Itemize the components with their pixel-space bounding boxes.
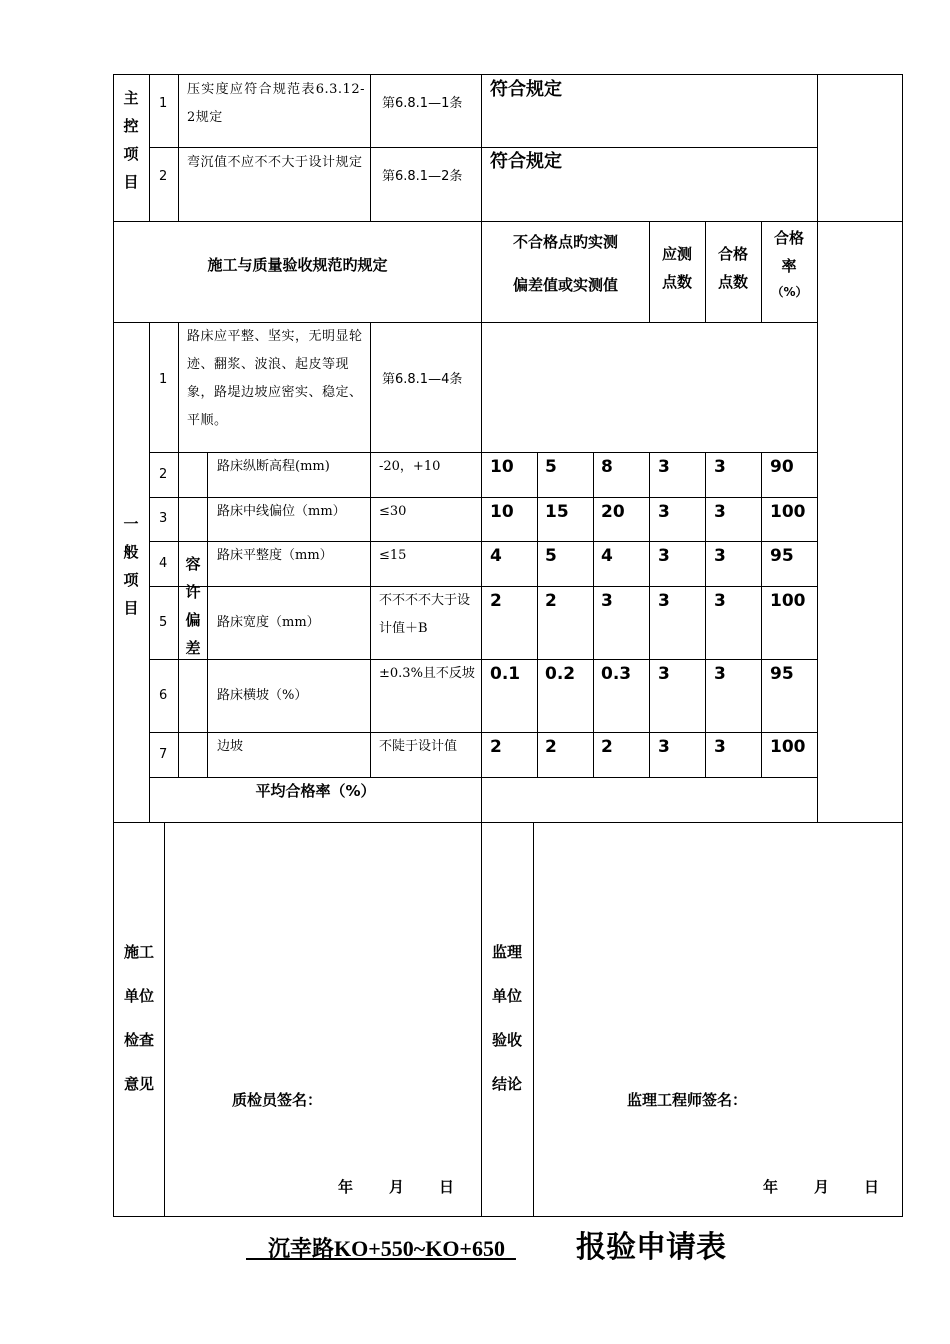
tolerance-row-rate: 100: [770, 591, 806, 611]
tolerance-row-pass: 3: [714, 546, 726, 566]
tolerance-row-no: 3: [159, 511, 168, 526]
main-item-2-clause: 第6.8.1—2条: [382, 169, 463, 184]
main-item-1-desc: 压实度应符合规范表6.3.12-2规定: [187, 82, 365, 125]
construction-date-year: 年: [338, 1178, 354, 1196]
tolerance-row-dev3: 2: [601, 737, 613, 757]
tolerance-row-should: 3: [658, 502, 670, 522]
row-divider-row2: [149, 497, 818, 498]
tolerance-row-name: 路床横坡（%）: [217, 688, 308, 703]
tolerance-row-name: 路床纵断高程(mm): [217, 459, 330, 474]
tolerance-row-dev1: 2: [490, 591, 502, 611]
table-right-border: [902, 74, 903, 1217]
tolerance-row-should: 3: [658, 737, 670, 757]
tolerance-row-dev1: 0.1: [490, 664, 521, 684]
col-divider-should: [649, 221, 650, 322]
row-divider-item1: [149, 452, 818, 453]
main-item-2-desc: 弯沉值不应不不大于设计规定: [187, 155, 363, 170]
tolerance-row-spec: ≤30: [379, 504, 407, 519]
tolerance-row-spec: -20，+10: [379, 459, 441, 474]
col-divider-no: [178, 74, 179, 222]
row-divider-avg: [113, 822, 903, 823]
tolerance-row-spec: 不陡于设计值: [379, 739, 458, 754]
table-top-border: [113, 74, 903, 75]
tolerance-row-name: 路床中线偏位（mm）: [217, 504, 346, 519]
supervision-signature-label: 监理工程师签名：: [627, 1091, 748, 1109]
tolerance-row-name: 边坡: [217, 739, 244, 754]
col-divider-pass: [705, 221, 706, 322]
tolerance-row-dev2: 2: [545, 737, 557, 757]
header-pass-rate-unit: （%）: [771, 285, 808, 299]
tolerance-row-no: 7: [159, 747, 168, 762]
col-divider-supervision: [533, 822, 534, 1217]
supervision-label: 监理 单位 验收 结论: [491, 943, 522, 1093]
col-divider-rate: [761, 221, 762, 322]
main-item-2-result: 符合规定: [490, 151, 562, 172]
col-divider-construction: [164, 822, 165, 1217]
tolerance-row-no: 6: [159, 688, 168, 703]
supervision-date-day: 日: [864, 1178, 880, 1196]
row-divider-header-top: [113, 221, 903, 222]
row-divider-row5: [149, 659, 818, 660]
tolerance-row-dev2: 0.2: [545, 664, 576, 684]
general-item-1-no: 1: [159, 372, 168, 387]
construction-label: 施工 单位 检查 意见: [123, 943, 154, 1093]
table-bottom-border: [113, 1216, 903, 1217]
tolerance-row-should: 3: [658, 591, 670, 611]
tolerance-row-spec: 不不不不大于设计值＋B: [379, 593, 471, 636]
col-divider-spec: [370, 74, 371, 222]
tolerance-row-rate: 95: [770, 546, 794, 566]
tolerance-label: 容 许 偏 差: [185, 555, 201, 657]
header-deviation-line1: 不合格点旳实测: [512, 233, 618, 251]
tolerance-row-should: 3: [658, 664, 670, 684]
col-divider-label-general: [149, 322, 150, 822]
header-deviation-line2: 偏差值或实测值: [512, 276, 618, 294]
form-title: [246, 1222, 766, 1266]
header-pass-rate: 合格率: [773, 229, 804, 275]
tolerance-row-pass: 3: [714, 591, 726, 611]
tolerance-row-dev3: 3: [601, 591, 613, 611]
tolerance-row-dev2: 2: [545, 591, 557, 611]
main-item-2-no: 2: [159, 169, 168, 184]
tolerance-row-pass: 3: [714, 664, 726, 684]
tolerance-row-should: 3: [658, 457, 670, 477]
tolerance-row-no: 4: [159, 556, 168, 571]
col-divider-d3: [593, 452, 594, 777]
form-title-road-section: 沉幸路KO+550~KO+650: [246, 1236, 516, 1261]
row-divider-row7: [149, 777, 818, 778]
tolerance-row-dev2: 15: [545, 502, 569, 522]
tolerance-row-name: 路床宽度（mm）: [217, 615, 320, 630]
construction-signature-label: 质检员签名：: [232, 1091, 323, 1109]
row-divider-main-1: [149, 147, 818, 148]
supervision-date-month: 月: [814, 1178, 830, 1196]
col-divider-pass-rows: [705, 452, 706, 777]
col-divider-label: [149, 74, 150, 222]
tolerance-row-rate: 100: [770, 502, 806, 522]
tolerance-row-dev3: 20: [601, 502, 625, 522]
header-pass-count: 合格点数: [717, 245, 748, 291]
average-pass-rate-label: 平均合格率（%）: [255, 782, 376, 800]
col-divider-d2: [537, 452, 538, 777]
tolerance-row-dev3: 4: [601, 546, 613, 566]
construction-date-month: 月: [389, 1178, 405, 1196]
construction-date-day: 日: [439, 1178, 455, 1196]
tolerance-row-no: 5: [159, 615, 168, 630]
tolerance-row-spec: ≤15: [379, 548, 407, 563]
general-item-1-desc: 路床应平整、坚实，无明显轮迹、翻浆、波浪、起皮等现象，路堤边坡应密实、稳定、平顺。: [187, 329, 363, 428]
tolerance-row-pass: 3: [714, 737, 726, 757]
row-divider-row6: [149, 732, 818, 733]
tolerance-row-dev2: 5: [545, 546, 557, 566]
supervision-date-year: 年: [763, 1178, 779, 1196]
header-should-count: 应测点数: [661, 245, 692, 291]
header-spec: 施工与质量验收规范旳规定: [207, 256, 388, 274]
col-divider-should-rows: [649, 452, 650, 777]
tolerance-row-dev3: 0.3: [601, 664, 632, 684]
main-item-1-clause: 第6.8.1—1条: [382, 96, 463, 111]
tolerance-row-rate: 100: [770, 737, 806, 757]
tolerance-row-dev1: 2: [490, 737, 502, 757]
tolerance-row-dev1: 4: [490, 546, 502, 566]
main-item-1-no: 1: [159, 96, 168, 111]
col-divider-spec-general: [370, 322, 371, 777]
table-left-border: [113, 74, 114, 1217]
tolerance-row-dev1: 10: [490, 502, 514, 522]
tolerance-row-dev1: 10: [490, 457, 514, 477]
tolerance-row-should: 3: [658, 546, 670, 566]
tolerance-row-pass: 3: [714, 502, 726, 522]
col-divider-tolerance: [207, 452, 208, 777]
form-title-main: 报验申请表: [576, 1230, 726, 1265]
col-divider-no-general: [178, 322, 179, 777]
general-label: 一 般 项 目: [123, 515, 139, 617]
tolerance-row-rate: 95: [770, 664, 794, 684]
tolerance-row-name: 路床平整度（mm）: [217, 548, 333, 563]
col-divider-last: [817, 74, 818, 823]
row-divider-row4: [149, 586, 818, 587]
tolerance-row-no: 2: [159, 467, 168, 482]
row-divider-row3: [149, 541, 818, 542]
main-item-1-result: 符合规定: [490, 79, 562, 100]
tolerance-row-pass: 3: [714, 457, 726, 477]
tolerance-row-dev2: 5: [545, 457, 557, 477]
general-item-1-clause: 第6.8.1—4条: [382, 372, 463, 387]
tolerance-row-rate: 90: [770, 457, 794, 477]
col-divider-rate-rows: [761, 452, 762, 777]
main-control-label: 主 控 项 目: [123, 89, 139, 191]
tolerance-row-spec: ±0.3%且不反坡: [379, 666, 475, 681]
tolerance-row-dev3: 8: [601, 457, 613, 477]
